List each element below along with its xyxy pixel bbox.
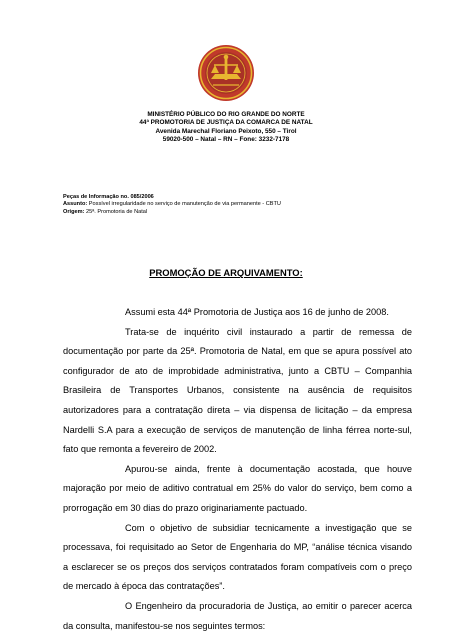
paragraph-line: autorizadores para a contratação direta – via dispensa de licitação – da empresa (63, 404, 412, 415)
body-paragraph (63, 519, 412, 597)
paragraph-line: configurador de ato de improbidade administrativa, junto a CBTU – Companhia (63, 365, 412, 376)
letterhead (0, 111, 452, 144)
body-paragraph (63, 303, 412, 323)
letterhead-contact: 59020-500 – Natal – RN – Fone: 3232-7178 (162, 135, 290, 143)
paragraph-line: fato que remonta a fevereiro de 2002. (63, 444, 217, 455)
body-paragraph (63, 460, 412, 519)
body-paragraph (63, 597, 412, 636)
paragraph-line: Brasileira de Transportes Urbanos, consistente na ausência de requisitos (63, 385, 412, 396)
paragraph-line: a esclarecer se os preços dos serviços contratados foram compatíveis com o preço (63, 561, 412, 572)
paragraph-line: Com o objetivo de subsidiar tecnicamente a investigação que se (125, 522, 412, 533)
paragraph-line: de mercado à época das contratações”. (63, 581, 225, 592)
subject-label: Assunto: (63, 201, 88, 208)
paragraph-line: documentação por parte da 25ª. Promotoria de Natal, em que se apura possível ato (63, 346, 412, 357)
paragraph-line: prorrogação em 30 dias do prazo originariamente pactuado. (63, 502, 308, 513)
paragraph-line: Nardelli S.A para a execução de serviços de manutenção de linha férrea norte-sul, (63, 424, 412, 435)
letterhead-address: Avenida Marechal Floriano Peixoto, 550 – Tirol (155, 127, 297, 135)
paragraph-line: majoração por meio de aditivo contratual em 25% do valor do serviço, bem como a (63, 483, 412, 494)
paragraph-line: O Engenheiro da procuradoria de Justiça, ao emitir o parecer acerca (125, 600, 412, 611)
case-number: Peças de Informação no. 085/2006 (63, 194, 154, 200)
document-title: PROMOÇÃO DE ARQUIVAMENTO: (149, 267, 303, 278)
subject-value: Possível irregularidade no serviço de manutenção de via permanente - CBTU (87, 201, 281, 208)
document-body (63, 303, 412, 636)
paragraph-line: Assumi esta 44ª Promotoria de Justiça aos 16 de junho de 2008. (125, 307, 389, 317)
paragraph-line: Apurou-se ainda, frente à documentação acostada, que houve (125, 463, 412, 474)
origin-value: 25ª. Promotoria de Natal (84, 208, 148, 215)
paragraph-line: Trata-se de inquérito civil instaurado a partir de remessa de (125, 326, 412, 337)
paragraph-line: processava, foi requisitado ao Setor de Engenharia do MP, “análise técnica visando (63, 542, 412, 553)
paragraph-line: da consulta, manifestou-se nos seguintes termos: (63, 620, 266, 631)
origin-label: Origem: (63, 208, 85, 215)
ministerio-publico-seal-icon (197, 44, 255, 102)
letterhead-institution: MINISTÉRIO PÚBLICO DO RIO GRANDE DO NORTE (147, 111, 305, 118)
body-paragraph (63, 323, 412, 460)
case-metadata (63, 194, 281, 216)
letterhead-office: 44ª PROMOTORIA DE JUSTIÇA DA COMARCA DE NATAL (139, 119, 313, 127)
